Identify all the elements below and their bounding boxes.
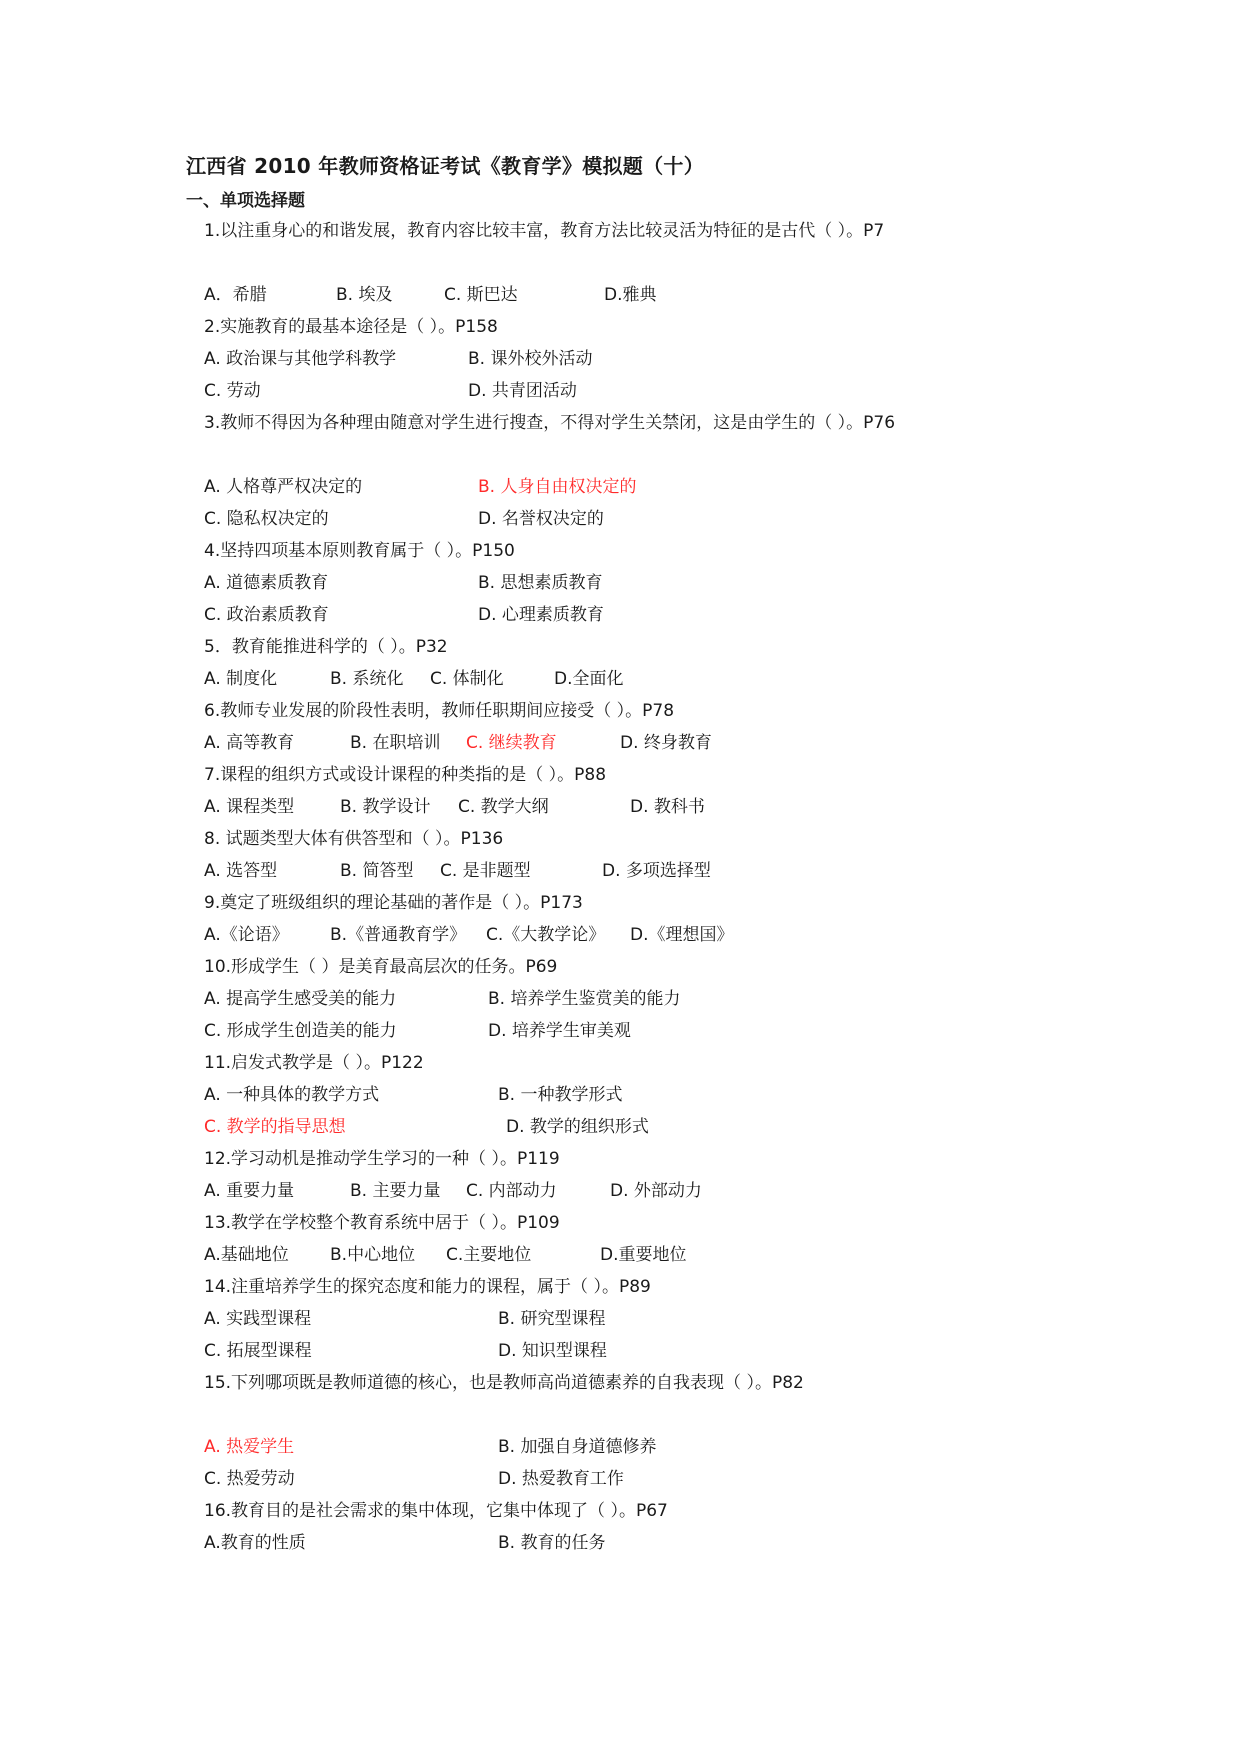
question-11-option-d: D. 教学的组织形式 bbox=[506, 1117, 649, 1137]
question-4-stem: 4.坚持四项基本原则教育属于（ ）。P150 bbox=[204, 541, 515, 561]
question-7-option-b: B. 教学设计 bbox=[340, 797, 431, 817]
question-2-option-d: D. 共青团活动 bbox=[468, 381, 577, 401]
question-15-option-d: D. 热爱教育工作 bbox=[498, 1469, 624, 1489]
question-7-option-d: D. 教科书 bbox=[630, 797, 705, 817]
question-13-option-b: B.中心地位 bbox=[330, 1245, 416, 1265]
question-10-option-a: A. 提高学生感受美的能力 bbox=[204, 989, 397, 1009]
question-6-option-c: C. 继续教育 bbox=[466, 733, 557, 753]
question-5-option-c: C. 体制化 bbox=[430, 669, 504, 689]
question-8-option-d: D. 多项选择型 bbox=[602, 861, 711, 881]
question-3-option-d: D. 名誉权决定的 bbox=[478, 509, 604, 529]
question-3-stem: 3.教师不得因为各种理由随意对学生进行搜查，不得对学生关禁闭，这是由学生的（ ）。P76 bbox=[204, 413, 896, 433]
question-8-option-a: A. 选答型 bbox=[204, 861, 278, 881]
question-8-stem: 8. 试题类型大体有供答型和（ ）。P136 bbox=[204, 829, 504, 849]
question-4-option-c: C. 政治素质教育 bbox=[204, 605, 329, 625]
question-6-option-d: D. 终身教育 bbox=[620, 733, 712, 753]
question-5-option-d: D.全面化 bbox=[554, 669, 624, 689]
question-10-stem: 10.形成学生（ ）是美育最高层次的任务。P69 bbox=[204, 957, 558, 977]
question-1-option-d: D.雅典 bbox=[604, 285, 657, 305]
question-4-option-d: D. 心理素质教育 bbox=[478, 605, 604, 625]
question-15-option-c: C. 热爱劳动 bbox=[204, 1469, 295, 1489]
question-8-option-b: B. 简答型 bbox=[340, 861, 414, 881]
question-2-option-b: B. 课外校外活动 bbox=[468, 349, 593, 369]
question-13-option-a: A.基础地位 bbox=[204, 1245, 289, 1265]
question-5-option-a: A. 制度化 bbox=[204, 669, 278, 689]
question-8-option-c: C. 是非题型 bbox=[440, 861, 531, 881]
question-16-stem: 16.教育目的是社会需求的集中体现，它集中体现了（ ）。P67 bbox=[204, 1501, 668, 1521]
document-title: 江西省 2010 年教师资格证考试《教育学》模拟题（十） bbox=[186, 154, 704, 178]
question-6-option-a: A. 高等教育 bbox=[204, 733, 295, 753]
question-12-option-d: D. 外部动力 bbox=[610, 1181, 702, 1201]
question-14-option-b: B. 研究型课程 bbox=[498, 1309, 606, 1329]
question-10-option-d: D. 培养学生审美观 bbox=[488, 1021, 631, 1041]
question-15-option-a: A. 热爱学生 bbox=[204, 1437, 295, 1457]
question-13-option-c: C.主要地位 bbox=[446, 1245, 532, 1265]
question-7-stem: 7.课程的组织方式或设计课程的种类指的是（ ）。P88 bbox=[204, 765, 607, 785]
question-14-option-c: C. 拓展型课程 bbox=[204, 1341, 312, 1361]
question-10-option-c: C. 形成学生创造美的能力 bbox=[204, 1021, 397, 1041]
question-6-option-b: B. 在职培训 bbox=[350, 733, 441, 753]
question-11-option-c: C. 教学的指导思想 bbox=[204, 1117, 346, 1137]
question-7-option-c: C. 教学大纲 bbox=[458, 797, 549, 817]
question-1-option-a: A．希腊 bbox=[204, 285, 267, 305]
question-5-stem: 5．教育能推进科学的（ ）。P32 bbox=[204, 637, 448, 657]
question-14-option-a: A. 实践型课程 bbox=[204, 1309, 312, 1329]
question-9-option-c: C.《大教学论》 bbox=[486, 925, 606, 945]
question-1-option-c: C. 斯巴达 bbox=[444, 285, 518, 305]
question-2-option-a: A. 政治课与其他学科教学 bbox=[204, 349, 397, 369]
question-1-option-b: B. 埃及 bbox=[336, 285, 393, 305]
question-9-option-d: D.《理想国》 bbox=[630, 925, 734, 945]
question-14-option-d: D. 知识型课程 bbox=[498, 1341, 607, 1361]
question-13-option-d: D.重要地位 bbox=[600, 1245, 687, 1265]
question-4-option-b: B. 思想素质教育 bbox=[478, 573, 603, 593]
question-3-option-b: B. 人身自由权决定的 bbox=[478, 477, 637, 497]
question-9-option-b: B.《普通教育学》 bbox=[330, 925, 467, 945]
question-2-option-c: C. 劳动 bbox=[204, 381, 261, 401]
question-9-stem: 9.奠定了班级组织的理论基础的著作是（ ）。P173 bbox=[204, 893, 583, 913]
question-5-option-b: B. 系统化 bbox=[330, 669, 404, 689]
question-16-option-a: A.教育的性质 bbox=[204, 1533, 306, 1553]
section-heading: 一、单项选择题 bbox=[186, 191, 305, 211]
question-13-stem: 13.教学在学校整个教育系统中居于（ ）。P109 bbox=[204, 1213, 560, 1233]
question-11-option-a: A. 一种具体的教学方式 bbox=[204, 1085, 380, 1105]
question-10-option-b: B. 培养学生鉴赏美的能力 bbox=[488, 989, 681, 1009]
question-11-stem: 11.启发式教学是（ ）。P122 bbox=[204, 1053, 424, 1073]
question-2-stem: 2.实施教育的最基本途径是（ ）。P158 bbox=[204, 317, 498, 337]
question-9-option-a: A.《论语》 bbox=[204, 925, 289, 945]
question-12-option-b: B. 主要力量 bbox=[350, 1181, 441, 1201]
question-14-stem: 14.注重培养学生的探究态度和能力的课程，属于（ ）。P89 bbox=[204, 1277, 651, 1297]
question-6-stem: 6.教师专业发展的阶段性表明，教师任职期间应接受（ ）。P78 bbox=[204, 701, 675, 721]
question-12-option-c: C. 内部动力 bbox=[466, 1181, 557, 1201]
question-12-option-a: A. 重要力量 bbox=[204, 1181, 295, 1201]
question-15-option-b: B. 加强自身道德修养 bbox=[498, 1437, 657, 1457]
question-3-option-c: C. 隐私权决定的 bbox=[204, 509, 329, 529]
question-7-option-a: A. 课程类型 bbox=[204, 797, 295, 817]
question-15-stem: 15.下列哪项既是教师道德的核心，也是教师高尚道德素养的自我表现（ ）。P82 bbox=[204, 1373, 804, 1393]
question-16-option-b: B. 教育的任务 bbox=[498, 1533, 606, 1553]
question-3-option-a: A. 人格尊严权决定的 bbox=[204, 477, 363, 497]
question-12-stem: 12.学习动机是推动学生学习的一种（ ）。P119 bbox=[204, 1149, 560, 1169]
question-1-stem: 1.以注重身心的和谐发展，教育内容比较丰富，教育方法比较灵活为特征的是古代（ ）。P7 bbox=[204, 221, 885, 241]
question-4-option-a: A. 道德素质教育 bbox=[204, 573, 329, 593]
question-11-option-b: B. 一种教学形式 bbox=[498, 1085, 623, 1105]
